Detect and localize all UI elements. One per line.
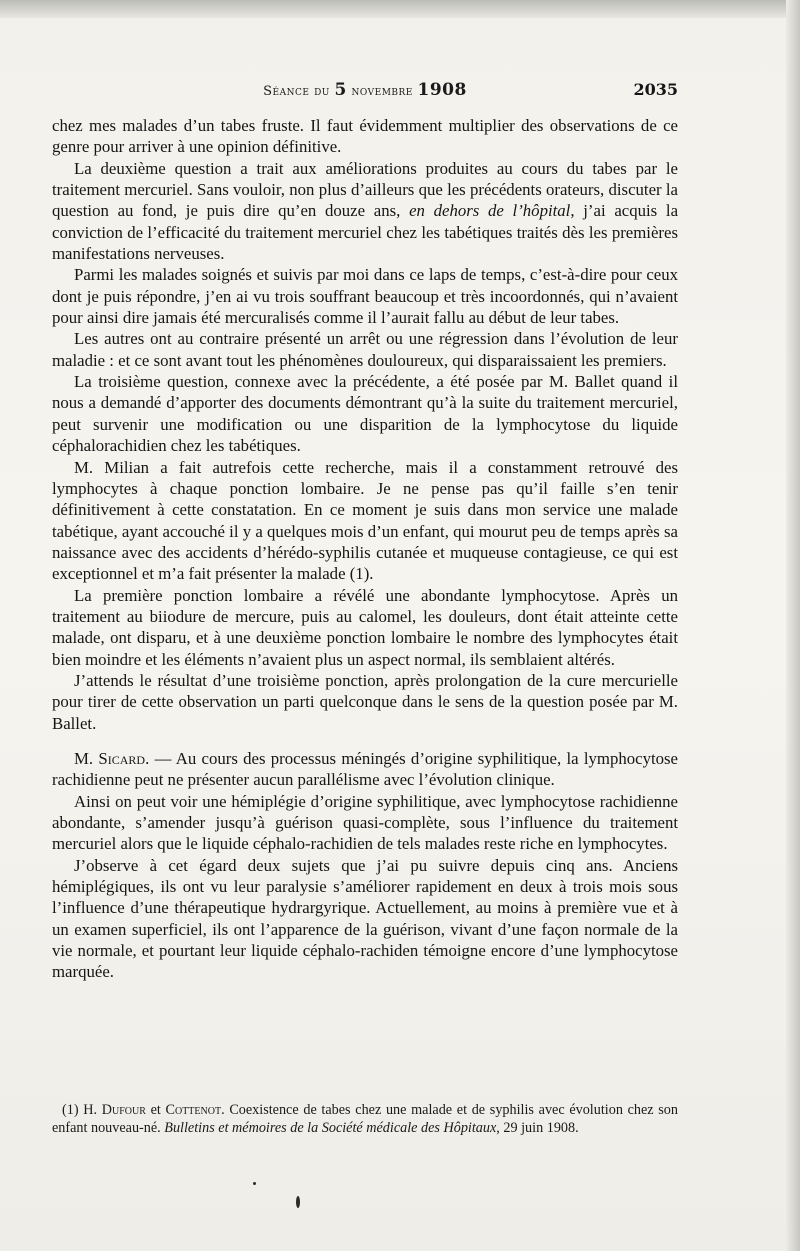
paragraph: J’attends le résultat d’une troisième ponction, après prolongation de la cure mercurielle pour tirer de cette observation un parti quelconque dans le sens de la question posée par M. Ballet. bbox=[52, 670, 678, 733]
footnote-author: Cottenot bbox=[165, 1102, 222, 1118]
scan-shadow-right bbox=[786, 0, 800, 1251]
paragraph-sicard bbox=[52, 748, 678, 791]
paragraph: Parmi les malades soignés et suivis par moi dans ce laps de temps, c’est-à-dire pour ceux dont je puis répondre, j’en ai vu trois souffrant beaucoup et très incoordonnés, qui n’avaient pour ainsi dire jamais été mercuralisés comme il l’aurait fallu au début de leur tabes. bbox=[52, 265, 678, 328]
body-text bbox=[52, 115, 678, 983]
paragraph-continuation: chez mes malades d’un tabes fruste. Il faut évidemment multiplier des observations de ce genre pour arriver à une opinion définitive. bbox=[52, 116, 678, 157]
running-head-day: 5 bbox=[334, 80, 347, 100]
footnote-author: Dufour bbox=[101, 1102, 146, 1118]
paragraph-text: La deuxième question a trait aux améliorations produites au cours du tabes par le traitement mercuriel. Sans vouloir, non plus d’ailleurs que les précédents orateurs, discuter la question au fond, je puis dire qu’en douze ans, bbox=[52, 158, 678, 221]
running-head-prefix: Séance du bbox=[263, 84, 330, 99]
footnote-text: , 29 juin 1908. bbox=[496, 1119, 579, 1136]
running-head-month: novembre bbox=[351, 84, 413, 99]
scan-shadow-top bbox=[0, 0, 800, 18]
footnote bbox=[52, 1102, 678, 1137]
paragraph-text: , j’ai acquis la conviction de l’efficacité du traitement mercuriel chez les tabétiques traités dès les premières manifestations nerveuses. bbox=[52, 201, 679, 264]
speaker-name: M. Sicard. bbox=[74, 748, 150, 768]
paragraph: Les autres ont au contraire présenté un arrêt ou une régression dans l’évolution de leur maladie : et ce sont avant tout les phénomènes douloureux, qui disparaissaient les premiers. bbox=[52, 329, 678, 370]
footnote-text: . Coexistence de tabes chez une malade et de syphilis avec évolution chez son enfant nouveau-né. bbox=[52, 1102, 678, 1136]
footnote-entry bbox=[52, 1102, 678, 1137]
scan-speck bbox=[253, 1182, 256, 1185]
paragraph-italic: en dehors de l’hôpital bbox=[409, 201, 571, 221]
paragraph: La troisième question, connexe avec la précédente, a été posée par M. Ballet quand il nous a demandé d’apporter des documents démontrant qu’à la suite du traitement mercuriel, peut survenir une modification ou une disparition de la lymphocytose du liquide céphalorachidien chez les tabétiques. bbox=[52, 372, 678, 456]
running-head bbox=[52, 80, 678, 100]
paragraph-text: — Au cours des processus méningés d’origine syphilitique, la lymphocytose rachidienne peut ne présenter aucun parallélisme avec l’évolution clinique. bbox=[52, 748, 678, 790]
paragraph-second-question bbox=[52, 158, 678, 265]
footnote-text: et bbox=[145, 1102, 166, 1118]
paragraph: M. Milian a fait autrefois cette recherche, mais il a constamment retrouvé des lymphocytes à chaque ponction lombaire. Je ne pense pas qu’il faille s’en tenir définitivement à cette constatation. En ce moment je suis dans mon service une malade tabétique, ayant accouché il y a quelques mois d’un enfant, qui mourut peu de temps après sa naissance avec des accidents d’hérédo-syphilis cutanée et muqueuse contagieuse, ce qui est exceptionnel et m’a fait présenter la malade (1). bbox=[52, 457, 678, 584]
running-head-year: 1908 bbox=[417, 80, 467, 100]
paragraph: Ainsi on peut voir une hémiplégie d’origine syphilitique, avec lymphocytose rachidienne abondante, s’amender jusqu’à guérison quasi-complète, sous l’influence du traitement mercuriel alors que le liquide céphalo-rachidien de tels malades reste riche en lymphocytes. bbox=[52, 791, 678, 854]
page-header bbox=[52, 80, 678, 104]
footnote-marker: (1) H. bbox=[62, 1102, 102, 1118]
page-number: 2035 bbox=[633, 80, 678, 99]
paragraph: J’observe à cet égard deux sujets que j’ai pu suivre depuis cinq ans. Anciens hémiplégiques, ils ont vu leur paralysie s’améliorer rapidement en deux à trois mois sous l’influence d’une thérapeutique hydrargyrique. Actuellement, au moins à première vue et à un examen superficiel, ils ont l’apparence de la guérison, vivant d’une façon normale de la vie normale, et pourtant leur liquide céphalo-rachiden témoigne encore d’une lymphocytose marquée. bbox=[52, 855, 678, 982]
scan-speck bbox=[296, 1196, 300, 1208]
paragraph: La première ponction lombaire a révélé une abondante lymphocytose. Après un traitement au biiodure de mercure, puis au calomel, les douleurs, dont était atteinte cette malade, ont disparu, et à une deuxième ponction lombaire le nombre des lymphocytes était bien moindre et les éléments n’avaient plus un aspect normal, ils semblaient altérés. bbox=[52, 585, 678, 669]
footnote-journal: Bulletins et mémoires de la Société médicale des Hôpitaux bbox=[164, 1119, 497, 1136]
